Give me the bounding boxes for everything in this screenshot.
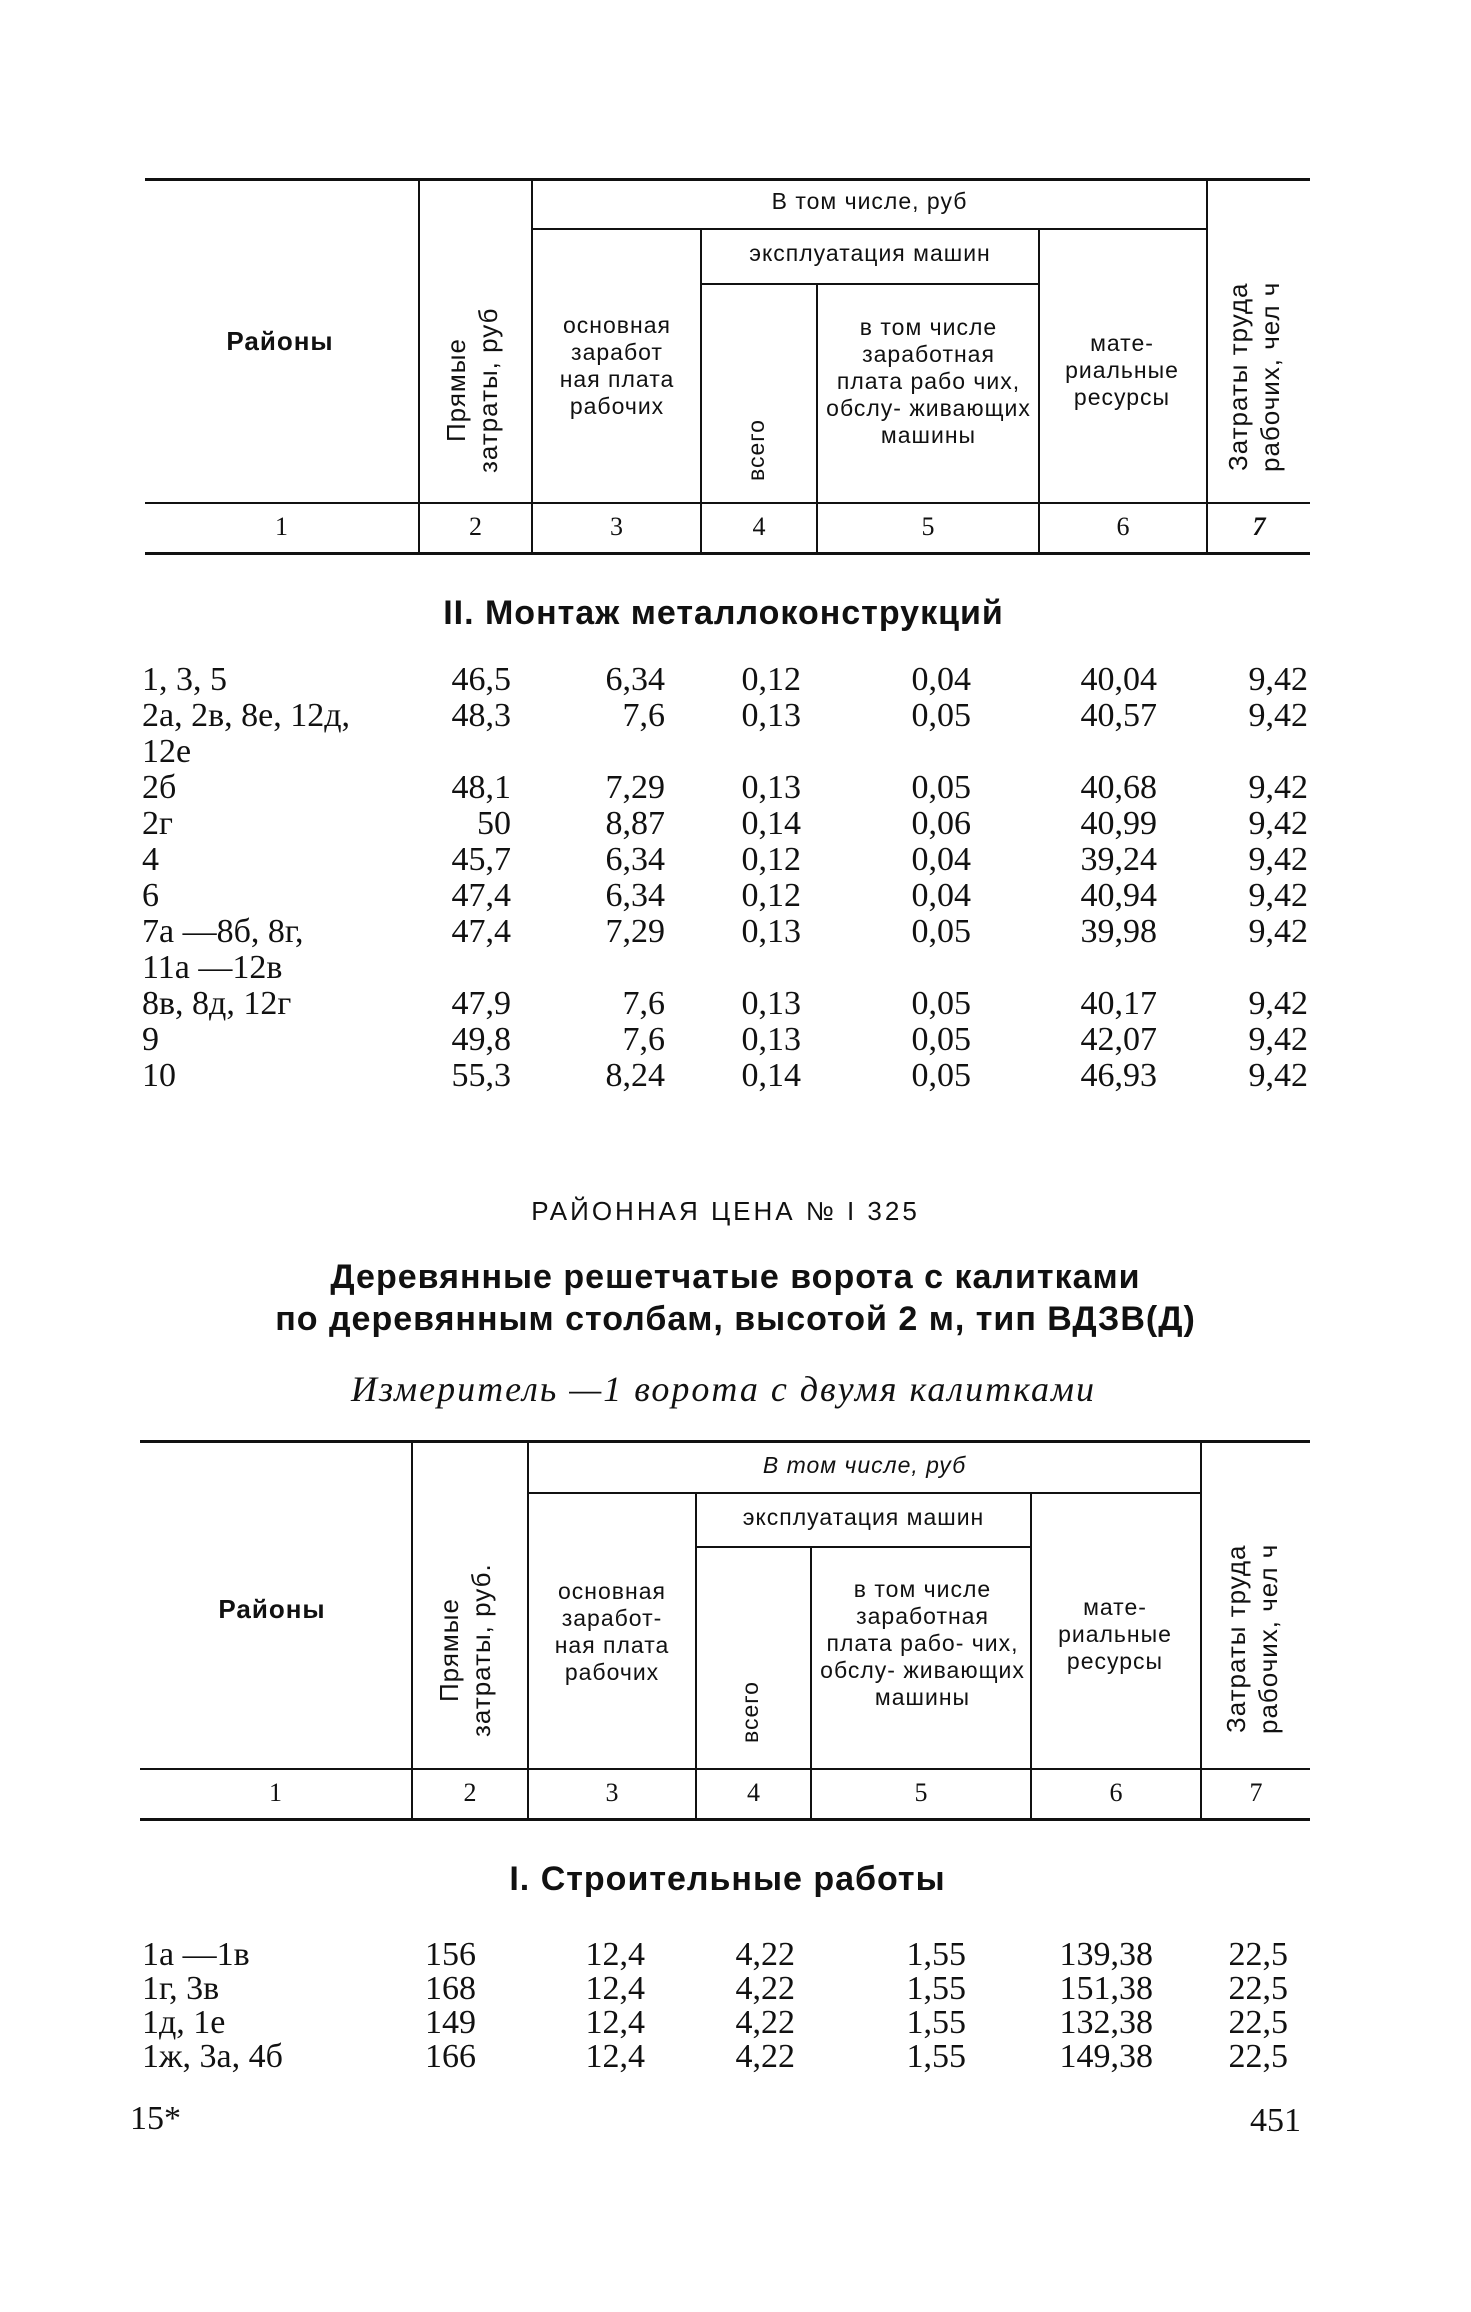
cell-direct-costs: 48,3 bbox=[451, 697, 511, 734]
cell-machine-wage: 1,55 bbox=[906, 2004, 966, 2041]
col-number-6: 6 bbox=[1109, 1778, 1123, 1807]
cell-region: 10 bbox=[142, 1057, 176, 1094]
col-materials-header: мате- риальные ресурсы bbox=[1058, 1594, 1172, 1674]
cell-machine-total: 0,14 bbox=[741, 1057, 801, 1094]
col-regions-header: Районы bbox=[218, 1594, 326, 1624]
cell-materials: 40,99 bbox=[1080, 805, 1157, 842]
cell-materials: 149,38 bbox=[1059, 2038, 1153, 2075]
table-row bbox=[0, 877, 1471, 913]
cell-direct-costs: 149 bbox=[425, 2004, 476, 2041]
cell-direct-costs: 47,4 bbox=[451, 913, 511, 950]
col-including-header: В том числе, руб bbox=[762, 1452, 967, 1478]
cell-region: 2а, 2в, 8е, 12д, bbox=[142, 697, 351, 734]
col-number-2: 2 bbox=[469, 512, 482, 541]
col-total-header: всего bbox=[737, 1681, 763, 1743]
cell-labor: 22,5 bbox=[1228, 2004, 1288, 2041]
cell-machine-total: 0,12 bbox=[741, 661, 801, 698]
cell-base-wage: 7,6 bbox=[622, 985, 665, 1022]
cell-base-wage: 12,4 bbox=[585, 1936, 645, 1973]
cell-machine-wage: 0,05 bbox=[911, 769, 971, 806]
cell-machine-total: 0,13 bbox=[741, 985, 801, 1022]
col-number-1: 1 bbox=[275, 512, 288, 541]
cell-labor: 9,42 bbox=[1248, 805, 1308, 842]
col-labor-header: Затраты труда рабочих, чел ч bbox=[1223, 281, 1285, 473]
cell-machine-total: 0,13 bbox=[741, 913, 801, 950]
cell-region: 1, 3, 5 bbox=[142, 661, 227, 698]
cell-materials: 139,38 bbox=[1059, 1936, 1153, 1973]
table-row bbox=[0, 2004, 1471, 2040]
col-including-header: В том числе, руб bbox=[771, 188, 968, 214]
col-number-5: 5 bbox=[914, 1778, 928, 1807]
cell-base-wage: 7,6 bbox=[622, 697, 665, 734]
col-number-5: 5 bbox=[921, 512, 935, 541]
cell-region: 2б bbox=[142, 769, 177, 806]
cell-labor: 9,42 bbox=[1248, 769, 1308, 806]
table-row bbox=[0, 697, 1471, 733]
table-row bbox=[0, 1936, 1471, 1972]
col-number-4: 4 bbox=[747, 1778, 760, 1807]
col-number-1: 1 bbox=[269, 1778, 282, 1807]
cell-machine-wage: 0,04 bbox=[911, 841, 971, 878]
table-row bbox=[0, 913, 1471, 949]
cell-region: 7а —8б, 8г, bbox=[142, 913, 304, 950]
cell-materials: 42,07 bbox=[1080, 1021, 1157, 1058]
cell-materials: 39,98 bbox=[1080, 913, 1157, 950]
cell-base-wage: 8,24 bbox=[605, 1057, 665, 1094]
table-row bbox=[0, 1970, 1471, 2006]
cell-direct-costs: 49,8 bbox=[451, 1021, 511, 1058]
cell-region: 11а —12в bbox=[142, 949, 283, 986]
cell-labor: 9,42 bbox=[1248, 1021, 1308, 1058]
col-number-4: 4 bbox=[752, 512, 766, 541]
cell-base-wage: 12,4 bbox=[585, 1970, 645, 2007]
cell-machine-wage: 1,55 bbox=[906, 1936, 966, 1973]
col-including-wage-header: в том числе заработная плата рабо чих, обслу- живающих машины bbox=[826, 314, 1031, 448]
cell-materials: 40,57 bbox=[1080, 697, 1157, 734]
cell-region: 12е bbox=[142, 733, 192, 770]
col-labor-header: Затраты труда рабочих, чел ч bbox=[1221, 1543, 1283, 1735]
cell-materials: 46,93 bbox=[1080, 1057, 1157, 1094]
cell-materials: 39,24 bbox=[1080, 841, 1157, 878]
table-row bbox=[0, 985, 1471, 1021]
cell-base-wage: 12,4 bbox=[585, 2038, 645, 2075]
col-number-7: 7 bbox=[1249, 1778, 1263, 1807]
col-regions-header: Районы bbox=[226, 326, 334, 356]
table-row bbox=[0, 805, 1471, 841]
cell-machine-wage: 1,55 bbox=[906, 2038, 966, 2075]
cell-machine-wage: 1,55 bbox=[906, 1970, 966, 2007]
cell-direct-costs: 156 bbox=[425, 1936, 476, 1973]
cell-machine-wage: 0,06 bbox=[911, 805, 971, 842]
price-heading: РАЙОННАЯ ЦЕНА № I 325 bbox=[531, 1196, 920, 1226]
col-base-wage-header: основная заработ ная плата рабочих bbox=[559, 312, 675, 419]
col-total-header: всего bbox=[743, 419, 769, 481]
cell-direct-costs: 168 bbox=[425, 1970, 476, 2007]
cell-machine-total: 0,12 bbox=[741, 841, 801, 878]
col-materials-header: мате- риальные ресурсы bbox=[1065, 330, 1179, 410]
cell-base-wage: 6,34 bbox=[605, 877, 665, 914]
section-1-title: II. Монтаж металлоконструкций bbox=[443, 594, 1004, 632]
section-2-title: I. Строительные работы bbox=[509, 1860, 946, 1898]
cell-region: 1г, 3в bbox=[142, 1970, 220, 2007]
cell-direct-costs: 45,7 bbox=[451, 841, 511, 878]
cell-region: 1д, 1е bbox=[142, 2004, 226, 2041]
cell-direct-costs: 47,9 bbox=[451, 985, 511, 1022]
cell-region: 9 bbox=[142, 1021, 159, 1058]
cell-region: 6 bbox=[142, 877, 159, 914]
col-number-2: 2 bbox=[463, 1778, 477, 1807]
cell-base-wage: 6,34 bbox=[605, 841, 665, 878]
cell-base-wage: 6,34 bbox=[605, 661, 665, 698]
cell-base-wage: 7,29 bbox=[605, 913, 665, 950]
cell-base-wage: 12,4 bbox=[585, 2004, 645, 2041]
cell-machine-total: 0,14 bbox=[741, 805, 801, 842]
cell-region: 1ж, 3а, 4б bbox=[142, 2038, 283, 2075]
cell-region: 4 bbox=[142, 841, 159, 878]
cell-region: 1а —1в bbox=[142, 1936, 250, 1973]
cell-materials: 40,94 bbox=[1080, 877, 1157, 914]
cell-machine-total: 4,22 bbox=[735, 2038, 795, 2075]
cell-machine-total: 0,13 bbox=[741, 769, 801, 806]
cell-materials: 132,38 bbox=[1059, 2004, 1153, 2041]
cell-machine-wage: 0,05 bbox=[911, 913, 971, 950]
cell-direct-costs: 48,1 bbox=[451, 769, 511, 806]
col-base-wage-header: основная заработ- ная плата рабочих bbox=[554, 1578, 670, 1685]
col-machine-operation-header: эксплуатация машин bbox=[749, 240, 991, 266]
cell-direct-costs: 166 bbox=[425, 2038, 476, 2075]
cell-machine-total: 0,13 bbox=[741, 1021, 801, 1058]
cell-labor: 22,5 bbox=[1228, 1970, 1288, 2007]
cell-materials: 40,68 bbox=[1080, 769, 1157, 806]
cell-labor: 22,5 bbox=[1228, 1936, 1288, 1973]
col-number-7: 7 bbox=[1252, 512, 1266, 541]
cell-labor: 9,42 bbox=[1248, 841, 1308, 878]
cell-materials: 151,38 bbox=[1059, 1970, 1153, 2007]
table-row bbox=[0, 733, 1471, 769]
cell-machine-total: 4,22 bbox=[735, 1936, 795, 1973]
cell-labor: 9,42 bbox=[1248, 985, 1308, 1022]
cell-base-wage: 7,6 bbox=[622, 1021, 665, 1058]
cell-labor: 9,42 bbox=[1248, 913, 1308, 950]
cell-machine-total: 4,22 bbox=[735, 1970, 795, 2007]
cell-machine-wage: 0,05 bbox=[911, 1057, 971, 1094]
col-number-3: 3 bbox=[605, 1778, 619, 1807]
cell-direct-costs: 47,4 bbox=[451, 877, 511, 914]
cell-machine-wage: 0,04 bbox=[911, 877, 971, 914]
col-machine-operation-header: эксплуатация машин bbox=[742, 1504, 985, 1530]
col-number-3: 3 bbox=[610, 512, 623, 541]
cell-region: 8в, 8д, 12г bbox=[142, 985, 292, 1022]
table-row bbox=[0, 769, 1471, 805]
table-row bbox=[0, 2038, 1471, 2074]
cell-labor: 9,42 bbox=[1248, 1057, 1308, 1094]
table-row bbox=[0, 841, 1471, 877]
cell-labor: 9,42 bbox=[1248, 877, 1308, 914]
cell-machine-wage: 0,05 bbox=[911, 1021, 971, 1058]
cell-direct-costs: 46,5 bbox=[451, 661, 511, 698]
cell-direct-costs: 55,3 bbox=[451, 1057, 511, 1094]
table-row bbox=[0, 949, 1471, 985]
cell-machine-wage: 0,04 bbox=[911, 661, 971, 698]
cell-machine-wage: 0,05 bbox=[911, 985, 971, 1022]
cell-labor: 22,5 bbox=[1228, 2038, 1288, 2075]
cell-machine-wage: 0,05 bbox=[911, 697, 971, 734]
table-row bbox=[0, 1057, 1471, 1093]
table-row bbox=[0, 1021, 1471, 1057]
cell-labor: 9,42 bbox=[1248, 661, 1308, 698]
item-title-line-1: Деревянные решетчатые ворота с калитками bbox=[330, 1258, 1141, 1296]
col-direct-costs-header: Прямые затраты, руб bbox=[441, 307, 503, 473]
col-number-6: 6 bbox=[1116, 512, 1130, 541]
cell-machine-total: 4,22 bbox=[735, 2004, 795, 2041]
measure-unit: Измеритель —1 ворота с двумя калитками bbox=[350, 1369, 1097, 1409]
item-title-line-2: по деревянным столбам, высотой 2 м, тип ВДЗВ(Д) bbox=[275, 1300, 1196, 1338]
col-direct-costs-header: Прямые затраты, руб. bbox=[434, 1563, 496, 1738]
table-row bbox=[0, 661, 1471, 697]
cell-labor: 9,42 bbox=[1248, 697, 1308, 734]
cell-materials: 40,04 bbox=[1080, 661, 1157, 698]
cell-base-wage: 7,29 bbox=[605, 769, 665, 806]
cell-machine-total: 0,12 bbox=[741, 877, 801, 914]
cell-materials: 40,17 bbox=[1080, 985, 1157, 1022]
cell-machine-total: 0,13 bbox=[741, 697, 801, 734]
footer-left-mark: 15* bbox=[130, 2100, 181, 2137]
col-including-wage-header: в том числе заработная плата рабо- чих, обслу- живающих машины bbox=[820, 1576, 1025, 1710]
cell-base-wage: 8,87 bbox=[605, 805, 665, 842]
cell-region: 2г bbox=[142, 805, 173, 842]
page-number: 451 bbox=[1250, 2102, 1301, 2139]
cell-direct-costs: 50 bbox=[477, 805, 511, 842]
